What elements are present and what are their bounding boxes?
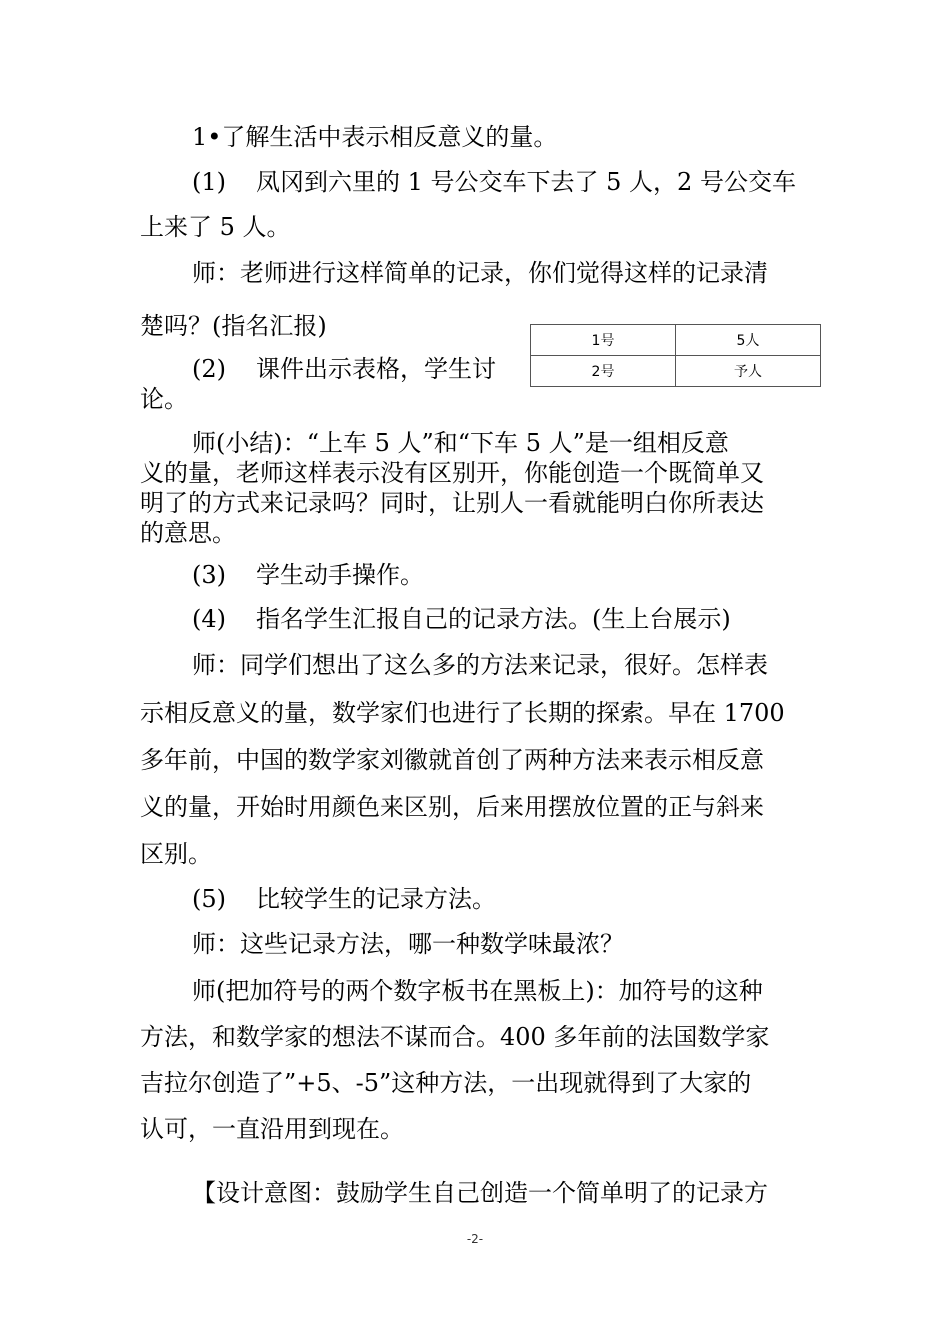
item-4-text: 指名学生汇报自己的记录方法。(生上台展示) — [256, 605, 731, 633]
item-2-number: (2) — [192, 355, 226, 383]
teacher-conclusion-line-4: 认可，一直沿用到现在。 — [140, 1115, 404, 1143]
item-2-continuation: 论。 — [140, 385, 188, 413]
teacher-explanation-line-4: 义的量，开始时用颜色来区别，后来用摆放位置的正与斜来 — [140, 793, 764, 821]
heading: 1•了解生活中表示相反意义的量。 — [192, 123, 558, 151]
item-3 — [192, 560, 424, 590]
teacher-explanation-line-2: 示相反意义的量，数学家们也进行了长期的探索。早在 1700 — [140, 699, 785, 727]
summary-line-4: 的意思。 — [140, 519, 236, 547]
teacher-explanation-line-1: 师：同学们想出了这么多的方法来记录，很好。怎样表 — [192, 651, 768, 679]
item-1-text: 凤冈到六里的 1 号公交车下去了 5 人，2 号公交车 — [256, 168, 796, 196]
item-5-number: (5) — [192, 885, 226, 913]
table-cell-value: 予人 — [676, 356, 821, 387]
summary-line-2: 义的量，老师这样表示没有区别开，你能创造一个既简单又 — [140, 459, 764, 487]
teacher-question-1: 师：老师进行这样简单的记录，你们觉得这样的记录清 — [192, 259, 768, 287]
summary-line-1: 师(小结)：“上车 5 人”和“下车 5 人”是一组相反意 — [192, 429, 729, 457]
item-4-number: (4) — [192, 605, 226, 633]
table-row — [531, 325, 821, 356]
table-row — [531, 356, 821, 387]
item-3-text: 学生动手操作。 — [256, 561, 424, 589]
teacher-conclusion-line-1: 师(把加符号的两个数字板书在黑板上)：加符号的这种 — [192, 977, 763, 1005]
item-1-continuation: 上来了 5 人。 — [140, 213, 291, 241]
item-2 — [192, 354, 496, 384]
item-5-text: 比较学生的记录方法。 — [256, 885, 496, 913]
teacher-conclusion-line-3: 吉拉尔创造了”+5、-5”这种方法，一出现就得到了大家的 — [140, 1069, 752, 1097]
design-intent: 【设计意图：鼓励学生自己创造一个简单明了的记录方 — [192, 1179, 768, 1207]
table-cell-label: 2号 — [531, 356, 676, 387]
teacher-conclusion-line-2: 方法，和数学家的想法不谋而合。400 多年前的法国数学家 — [140, 1023, 770, 1051]
teacher-explanation-line-3: 多年前，中国的数学家刘徽就首创了两种方法来表示相反意 — [140, 746, 764, 774]
page-number: -2- — [466, 1232, 484, 1246]
item-1 — [192, 167, 796, 197]
item-3-number: (3) — [192, 561, 226, 589]
table-cell-value: 5人 — [676, 325, 821, 356]
teacher-question-1-continuation: 楚吗？(指名汇报) — [140, 312, 327, 340]
summary-line-3: 明了的方式来记录吗？同时，让别人一看就能明白你所表达 — [140, 489, 764, 517]
teacher-explanation-line-5: 区别。 — [140, 840, 212, 868]
bus-table — [530, 324, 821, 387]
teacher-question-2: 师：这些记录方法，哪一种数学味最浓？ — [192, 930, 624, 958]
table-cell-label: 1号 — [531, 325, 676, 356]
item-1-number: (1) — [192, 168, 226, 196]
item-2-text: 课件出示表格，学生讨 — [256, 355, 496, 383]
item-5 — [192, 884, 496, 914]
item-4 — [192, 604, 731, 634]
